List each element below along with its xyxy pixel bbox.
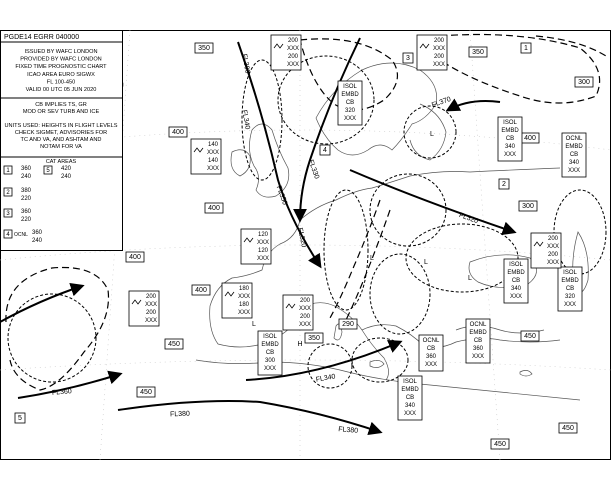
cb-label-line: 340 xyxy=(404,403,416,409)
chart-id: PGDE14 EGRR 040000 xyxy=(4,34,80,41)
tropopause-value: 300 xyxy=(578,79,590,86)
cb-label-line: 360 xyxy=(472,346,484,352)
cat-legend-number: 3 xyxy=(6,211,10,217)
cat-legend-number: 5 xyxy=(46,168,50,174)
tropopause-box xyxy=(339,319,357,329)
tropopause-box xyxy=(126,252,144,262)
units-line: UNITS USED: HEIGHTS IN FLIGHT LEVELS xyxy=(4,123,118,129)
cb-label-line: ISOL xyxy=(563,270,577,276)
tropopause-value: 350 xyxy=(472,49,484,56)
turbulence-label-line: 200 xyxy=(547,252,559,258)
cb-label-line: 320 xyxy=(344,108,356,114)
cat-legend-top: 360 xyxy=(21,166,32,172)
tropopause-box xyxy=(519,201,537,211)
turbulence-label xyxy=(283,295,313,330)
cb-label-line: XXX xyxy=(343,116,357,122)
issue-line: ISSUED BY WAFC LONDON xyxy=(24,49,98,55)
tropopause-value: 400 xyxy=(129,254,141,261)
cat-legend-prefix: OCNL xyxy=(14,232,28,238)
cb-label xyxy=(398,376,422,420)
turbulence-label-line: XXX xyxy=(298,322,312,328)
jet-flight-level: FL360 xyxy=(51,388,73,397)
cat-legend-base: 220 xyxy=(21,196,32,202)
tropopause-box xyxy=(165,339,183,349)
cb-label-line: XXX xyxy=(403,411,417,417)
cb-label-line: EMBD xyxy=(565,144,583,150)
cb-label-line: XXX xyxy=(567,168,581,174)
cb-label-line: ISOL xyxy=(343,84,357,90)
turbulence-label-line: XXX xyxy=(432,46,446,52)
tropopause-box xyxy=(469,47,487,57)
turbulence-label-line: XXX xyxy=(206,166,220,172)
issue-line: PROVIDED BY WAFC LONDON xyxy=(20,56,102,63)
turbulence-label-line: XXX xyxy=(256,240,270,246)
tropopause-box xyxy=(305,333,323,343)
cat-legend-base: 240 xyxy=(61,174,72,180)
turbulence-label-line: 200 xyxy=(299,314,311,320)
tropopause-value: 400 xyxy=(195,287,207,294)
cat-legend-number: 4 xyxy=(6,232,10,238)
turbulence-label xyxy=(129,291,159,326)
cb-label-line: 340 xyxy=(504,144,516,150)
cb-label-line: CB xyxy=(345,100,355,106)
cb-label-line: 340 xyxy=(510,286,522,292)
cb-label-line: EMBD xyxy=(501,128,519,134)
tropopause-box xyxy=(559,423,577,433)
cat-title: CAT AREAS xyxy=(45,159,77,165)
cb-label-line: XXX xyxy=(509,294,523,300)
turbulence-label xyxy=(191,139,221,174)
turbulence-label-line: 200 xyxy=(433,54,445,60)
tropopause-value: 450 xyxy=(494,441,506,448)
cb-label-line: CB xyxy=(473,338,483,344)
cat-marker-number: 5 xyxy=(18,415,22,422)
pressure-centre: L xyxy=(430,131,434,138)
cb-label-line: XXX xyxy=(503,152,517,158)
cat-legend-top: 380 xyxy=(21,188,32,194)
cb-label-line: 300 xyxy=(264,358,276,364)
tropopause-box xyxy=(521,133,539,143)
turbulence-label-line: XXX xyxy=(298,306,312,312)
cat-marker-number: 3 xyxy=(406,55,410,62)
turbulence-label-line: XXX xyxy=(546,260,560,266)
tropopause-box xyxy=(169,127,187,137)
units-line: NOTAM FOR VA xyxy=(40,144,82,150)
tropopause-value: 300 xyxy=(522,203,534,210)
turbulence-label-line: XXX xyxy=(237,310,251,316)
jet-flight-level: FL370 xyxy=(430,95,453,110)
jet-flight-level: FL350 xyxy=(274,184,289,207)
cat-marker xyxy=(521,43,531,53)
cb-label-line: EMBD xyxy=(561,278,579,284)
tropopause-box xyxy=(192,285,210,295)
tropopause-box xyxy=(137,387,155,397)
pressure-centre: L xyxy=(468,275,472,282)
cb-label xyxy=(498,117,522,161)
cat-marker-number: 4 xyxy=(323,147,327,154)
tropopause-box xyxy=(205,203,223,213)
tropopause-value: 350 xyxy=(198,45,210,52)
cb-label-line: 320 xyxy=(564,294,576,300)
cat-legend-number: 1 xyxy=(6,168,10,174)
cb-label xyxy=(419,335,443,371)
cat-legend-top: 420 xyxy=(61,166,72,172)
pressure-centre: L xyxy=(424,259,428,266)
cb-label-line: CB xyxy=(426,346,436,352)
cb-label-line: ISOL xyxy=(263,334,277,340)
jet-flight-level: FL300 xyxy=(240,53,251,75)
tropopause-value: 450 xyxy=(168,341,180,348)
cb-label-line: EMBD xyxy=(401,387,419,393)
tropopause-box xyxy=(521,331,539,341)
cb-label-line: CB xyxy=(565,286,575,292)
turbulence-label-line: XXX xyxy=(546,244,560,250)
issue-line: FL 100-450 xyxy=(46,79,76,86)
cb-label xyxy=(338,81,362,125)
cat-legend-number: 2 xyxy=(6,190,10,196)
cat-marker xyxy=(403,53,413,63)
issue-line: VALID 00 UTC 05 JUN 2020 xyxy=(25,87,97,93)
turbulence-label-line: XXX xyxy=(432,62,446,68)
cb-label xyxy=(558,267,582,311)
cb-label-line: XXX xyxy=(263,366,277,372)
cat-marker-number: 2 xyxy=(502,181,506,188)
cat-marker xyxy=(320,145,330,155)
turbulence-label-line: XXX xyxy=(286,46,300,52)
jet-flight-level: FL340 xyxy=(240,109,251,131)
turbulence-label-line: XXX xyxy=(144,302,158,308)
tropopause-box xyxy=(491,439,509,449)
units-line: CHECK SIGMET, ADVISORIES FOR xyxy=(14,130,108,136)
tropopause-value: 450 xyxy=(140,389,152,396)
cat-legend-base: 220 xyxy=(21,217,32,223)
cb-label xyxy=(562,133,586,177)
turbulence-label-line: 200 xyxy=(433,38,445,44)
tropopause-value: 450 xyxy=(562,425,574,432)
turbulence-label-line: 140 xyxy=(207,158,219,164)
cb-label-line: XXX xyxy=(563,302,577,308)
issue-line: FIXED TIME PROGNOSTIC CHART xyxy=(15,64,107,71)
turbulence-label xyxy=(241,229,271,264)
cb-label xyxy=(466,319,490,363)
turbulence-label-line: XXX xyxy=(256,256,270,262)
tropopause-value: 400 xyxy=(524,135,536,142)
pressure-centre: L xyxy=(252,321,256,328)
turbulence-label-line: 200 xyxy=(145,310,157,316)
cat-marker xyxy=(15,413,25,423)
turbulence-label xyxy=(417,35,447,70)
cb-label-line: EMBD xyxy=(261,342,279,348)
cb-label-line: ISOL xyxy=(503,120,517,126)
cb-label-line: CB xyxy=(569,152,579,158)
tropopause-value: 290 xyxy=(342,321,354,328)
cb-label-line: 360 xyxy=(425,354,437,360)
units-line: TC AND VA, AND ASHTAM AND xyxy=(20,137,102,143)
turbulence-label-line: XXX xyxy=(144,318,158,324)
jet-flight-level: FL380 xyxy=(169,410,190,419)
turbulence-label xyxy=(222,283,252,318)
tropopause-box xyxy=(195,43,213,53)
tropopause-box xyxy=(575,77,593,87)
cb-label-line: OCNL xyxy=(565,136,583,142)
turbulence-label-line: 200 xyxy=(299,298,311,304)
turbulence-label-line: XXX xyxy=(237,294,251,300)
turbulence-label-line: 200 xyxy=(145,294,157,300)
cb-label-line: ISOL xyxy=(509,262,523,268)
turbulence-label-line: 120 xyxy=(257,248,269,254)
cb-label-line: XXX xyxy=(424,362,438,368)
cb-label-line: OCNL xyxy=(422,338,440,344)
pressure-centre: L xyxy=(370,255,374,262)
cb-label-line: CB xyxy=(511,278,521,284)
cb-label-line: 340 xyxy=(568,160,580,166)
jet-flight-level: FL380 xyxy=(337,426,359,435)
turbulence-label-line: XXX xyxy=(286,62,300,68)
cb-label-line: CB xyxy=(505,136,515,142)
jet-flight-level: FL320 xyxy=(457,211,480,226)
turbulence-label-line: XXX xyxy=(206,150,220,156)
turbulence-label-line: 200 xyxy=(287,54,299,60)
cb-label-line: EMBD xyxy=(341,92,359,98)
jet-flight-level: FL330 xyxy=(306,158,321,181)
tropopause-value: 450 xyxy=(524,333,536,340)
turbulence-label xyxy=(271,35,301,70)
jet-flight-level: FL340 xyxy=(315,373,337,384)
legend-panel xyxy=(1,31,123,251)
cb-label-line: ISOL xyxy=(403,379,417,385)
cat-marker-number: 1 xyxy=(524,45,528,52)
pressure-centre: H xyxy=(297,341,303,348)
cat-legend-base: 240 xyxy=(21,174,32,180)
cb-label-line: CB xyxy=(265,350,275,356)
turbulence-label-line: 140 xyxy=(207,142,219,148)
cb-label-line: XXX xyxy=(471,354,485,360)
turbulence-label-line: 120 xyxy=(257,232,269,238)
turbulence-label-line: 200 xyxy=(287,38,299,44)
turbulence-label-line: 180 xyxy=(238,286,250,292)
cb-label-line: EMBD xyxy=(507,270,525,276)
issue-line: ICAO AREA EURO SIGWX xyxy=(27,71,95,78)
cb-label-line: EMBD xyxy=(469,330,487,336)
cat-legend-top: 360 xyxy=(32,230,43,236)
cb-label-line: OCNL xyxy=(469,322,487,328)
cat-marker xyxy=(499,179,509,189)
cb-label xyxy=(504,259,528,303)
cb-label xyxy=(258,331,282,375)
tropopause-value: 400 xyxy=(208,205,220,212)
cat-legend-top: 360 xyxy=(21,209,32,215)
turbulence-label-line: 180 xyxy=(238,302,250,308)
cat-legend-base: 240 xyxy=(32,238,43,244)
turbulence-label xyxy=(531,233,561,268)
tropopause-value: 350 xyxy=(308,335,320,342)
cb-line: CB IMPLIES TS, GR xyxy=(35,102,87,108)
cb-label-line: CB xyxy=(405,395,415,401)
cb-line: MOD OR SEV TURB AND ICE xyxy=(22,109,100,115)
tropopause-value: 400 xyxy=(172,129,184,136)
jet-flight-level: FL320 xyxy=(295,227,307,249)
turbulence-label-line: 200 xyxy=(547,236,559,242)
